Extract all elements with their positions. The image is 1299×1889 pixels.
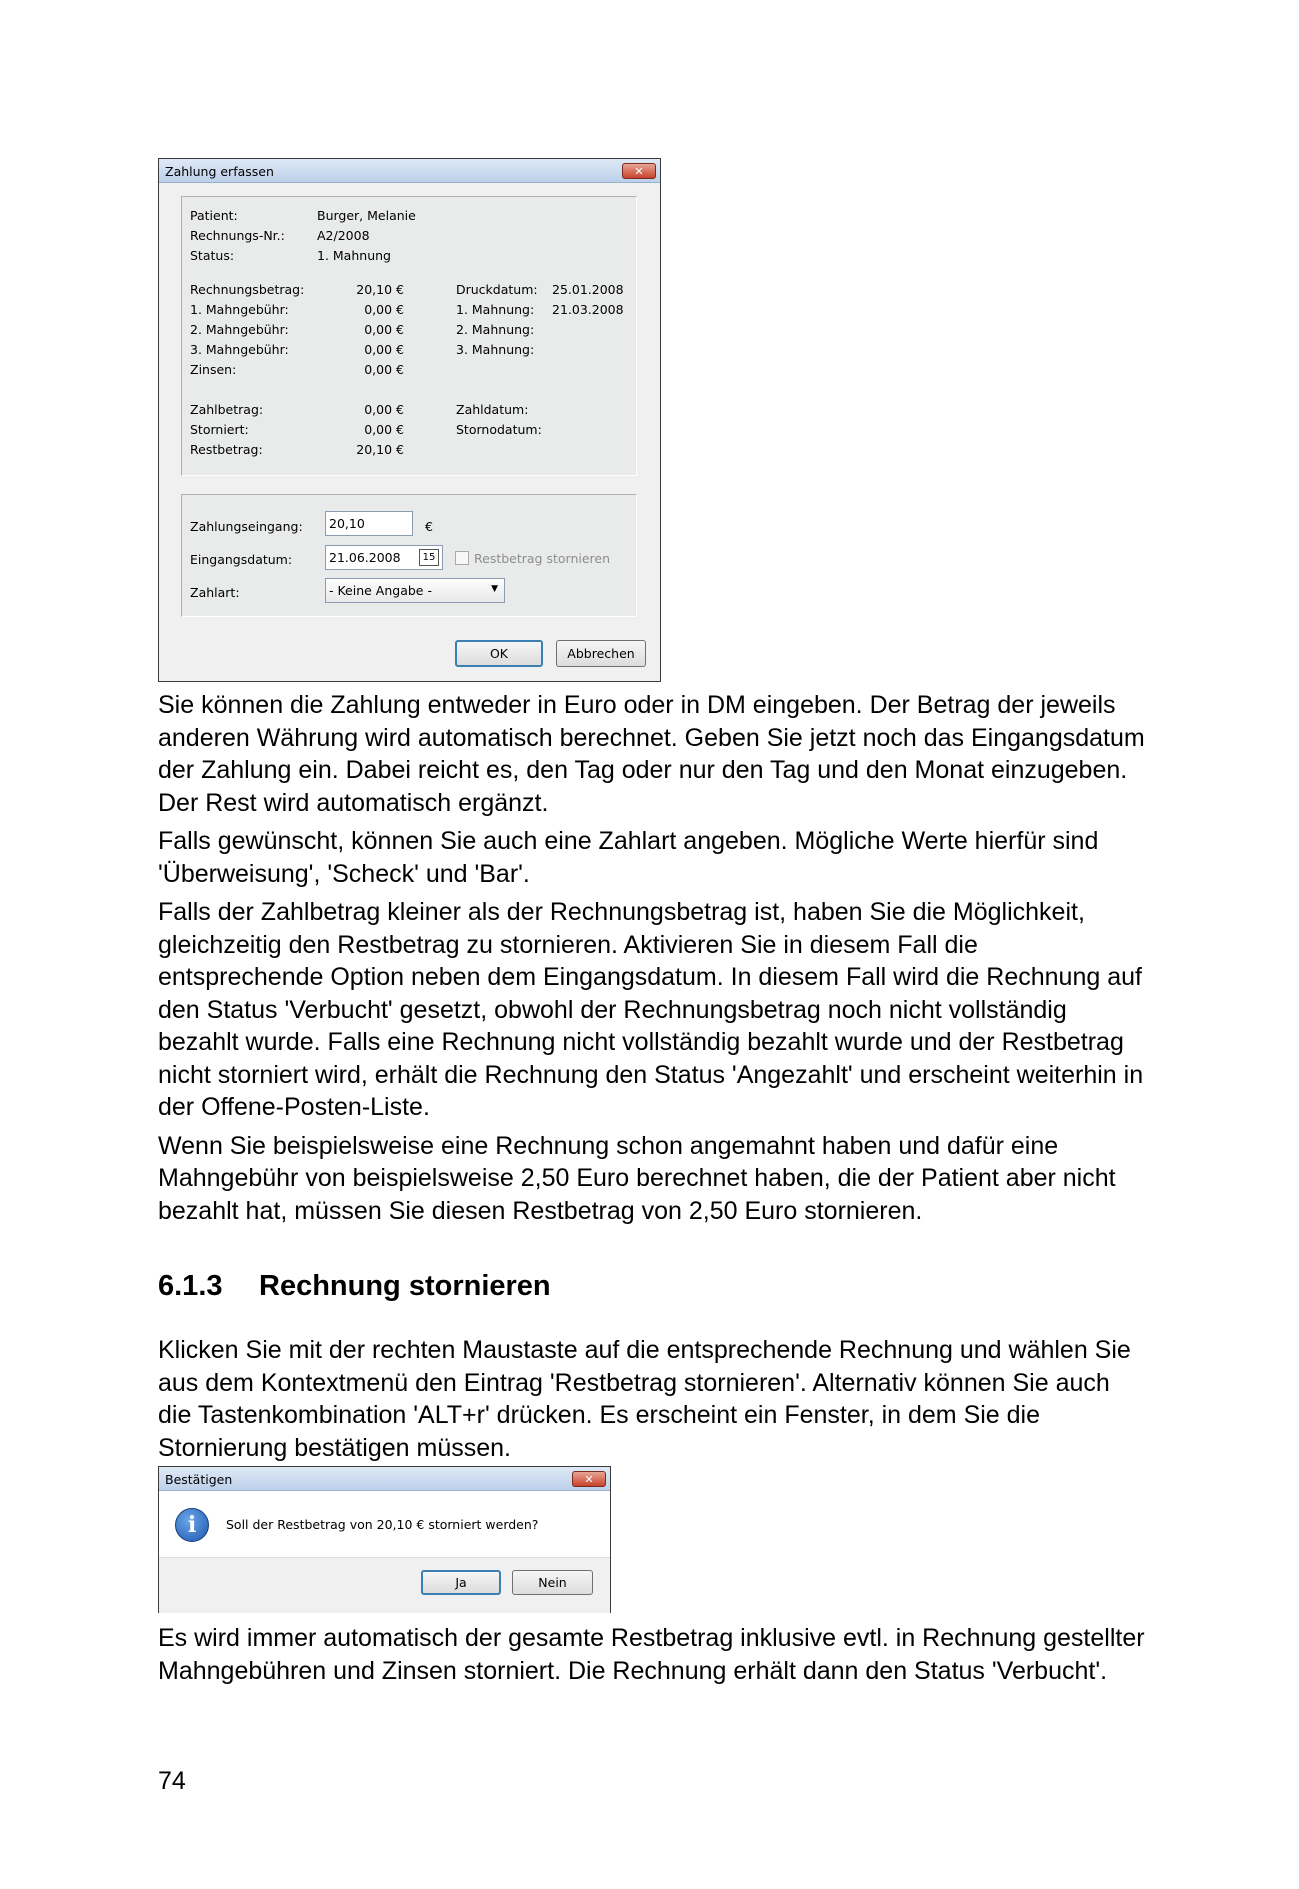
- amount-label: 3. Mahngebühr:: [190, 342, 289, 357]
- date-value: 21.03.2008: [552, 302, 624, 317]
- date-value: 25.01.2008: [552, 282, 624, 297]
- paragraph: Klicken Sie mit der rechten Maustaste auf die entsprechende Rechnung und wählen Sie aus dem Kontextmenü den Eintrag 'Restbetrag stornieren'. Alternativ können Sie auch die Tastenkombination 'ALT+r' drücken. Es erscheint ein Fenster, in dem Sie die Stornierung bestätigen müssen.: [158, 1336, 1131, 1462]
- amount-value: 0,00 €: [364, 362, 404, 377]
- amount-label: Rechnungsbetrag:: [190, 282, 305, 297]
- cancel-button[interactable]: [556, 640, 646, 667]
- ok-button[interactable]: [455, 640, 543, 667]
- zahlungseingang-label: Zahlungseingang:: [190, 519, 303, 534]
- body-text-3: [158, 1622, 1148, 1687]
- bestaetigen-dialog: [158, 1466, 611, 1613]
- total-label: Zahlbetrag:: [190, 402, 264, 417]
- body-text-2: [158, 1334, 1148, 1464]
- status-value: 1. Mahnung: [317, 248, 391, 263]
- paragraph: Sie können die Zahlung entweder in Euro oder in DM eingeben. Der Betrag der jeweils anderen Währung wird automatisch berechnet. Geben Sie jetzt noch das Eingangsdatum der Zahlung ein. Dabei reicht es, den Tag oder nur den Tag und den Monat einzugeben. Der Rest wird automatisch ergänzt.: [158, 691, 1145, 817]
- dialog-titlebar: [159, 1467, 610, 1491]
- invoice-number-label: Rechnungs-Nr.:: [190, 228, 285, 243]
- zahlart-value: - Keine Angabe -: [329, 583, 432, 598]
- payment-form-panel: [181, 494, 637, 617]
- confirm-message: Soll der Restbetrag von 20,10 € storniert werden?: [226, 1517, 539, 1532]
- no-button[interactable]: [512, 1570, 593, 1595]
- currency-label: €: [425, 519, 433, 534]
- section-heading: [158, 1268, 551, 1304]
- total-date-label: Zahldatum:: [456, 402, 529, 417]
- eingangsdatum-label: Eingangsdatum:: [190, 552, 293, 567]
- eingangsdatum-value: 21.06.2008: [329, 550, 401, 565]
- amount-label: 1. Mahngebühr:: [190, 302, 289, 317]
- page-number: 74: [158, 1767, 186, 1795]
- amount-value: 0,00 €: [364, 322, 404, 337]
- cancel-button-label: Abbrechen: [567, 646, 635, 661]
- no-button-label: Nein: [538, 1575, 567, 1590]
- button-bar: [159, 1557, 610, 1613]
- amount-value: 0,00 €: [364, 302, 404, 317]
- total-value: 0,00 €: [364, 402, 404, 417]
- info-icon: i: [175, 1508, 209, 1542]
- amount-label: Zinsen:: [190, 362, 237, 377]
- restbetrag-checkbox-label: Restbetrag stornieren: [474, 551, 611, 566]
- close-icon[interactable]: ✕: [572, 1471, 606, 1487]
- date-label: 1. Mahnung:: [456, 302, 535, 317]
- date-label: 3. Mahnung:: [456, 342, 535, 357]
- zahlung-erfassen-dialog: [158, 158, 661, 682]
- calendar-icon[interactable]: 15: [419, 549, 439, 566]
- total-date-label: Stornodatum:: [456, 422, 542, 437]
- status-label: Status:: [190, 248, 235, 263]
- amount-value: 0,00 €: [364, 342, 404, 357]
- total-value: 20,10 €: [356, 442, 404, 457]
- close-icon[interactable]: ✕: [622, 163, 656, 179]
- amount-value: 20,10 €: [356, 282, 404, 297]
- zahlart-select[interactable]: [325, 578, 505, 603]
- patient-value: Burger, Melanie: [317, 208, 416, 223]
- chevron-down-icon: ▼: [491, 584, 498, 594]
- paragraph: Wenn Sie beispielsweise eine Rechnung schon angemahnt haben und dafür eine Mahngebühr von beispielsweise 2,50 Euro berechnet haben, die der Patient aber nicht bezahlt hat, müssen Sie diesen Restbetrag von 2,50 Euro stornieren.: [158, 1131, 1116, 1225]
- restbetrag-checkbox[interactable]: [455, 551, 469, 565]
- total-label: Storniert:: [190, 422, 249, 437]
- patient-label: Patient:: [190, 208, 238, 223]
- paragraph: Falls gewünscht, können Sie auch eine Zahlart angeben. Mögliche Werte hierfür sind 'Überweisung', 'Scheck' und 'Bar'.: [158, 827, 1099, 888]
- yes-button-label: Ja: [455, 1575, 467, 1590]
- zahlungseingang-input[interactable]: 20,10: [325, 511, 413, 536]
- dialog-title: Bestätigen: [165, 1472, 233, 1487]
- invoice-info-panel: [181, 196, 637, 476]
- zahlart-label: Zahlart:: [190, 585, 240, 600]
- date-label: Druckdatum:: [456, 282, 538, 297]
- body-text-1: [158, 689, 1148, 1227]
- paragraph: Falls der Zahlbetrag kleiner als der Rechnungsbetrag ist, haben Sie die Möglichkeit, gleichzeitig den Restbetrag zu stornieren. Aktivieren Sie in diesem Fall die entsprechende Option neben dem Eingangsdatum. In diesem Fall wird die Rechnung auf den Status 'Verbucht' gesetzt, obwohl der Rechnungsbetrag noch nicht vollständig bezahlt wurde. Falls eine Rechnung nicht vollständig bezahlt wurde und der Restbetrag nicht storniert wird, erhält die Rechnung den Status 'Angezahlt' und erscheint weiterhin in der Offene-Posten-Liste.: [158, 898, 1144, 1121]
- ok-button-label: OK: [489, 646, 509, 661]
- yes-button[interactable]: [421, 1570, 501, 1595]
- paragraph: Es wird immer automatisch der gesamte Restbetrag inklusive evtl. in Rechnung gestellter Mahngebühren und Zinsen storniert. Die Rechnung erhält dann den Status 'Verbucht'.: [158, 1624, 1145, 1685]
- date-label: 2. Mahnung:: [456, 322, 535, 337]
- total-value: 0,00 €: [364, 422, 404, 437]
- total-label: Restbetrag:: [190, 442, 263, 457]
- invoice-number-value: A2/2008: [317, 228, 370, 243]
- section-title: Rechnung stornieren: [259, 1270, 551, 1302]
- section-number: 6.1.3: [158, 1270, 223, 1302]
- dialog-titlebar: [159, 159, 660, 183]
- amount-label: 2. Mahngebühr:: [190, 322, 289, 337]
- dialog-title: Zahlung erfassen: [165, 164, 274, 179]
